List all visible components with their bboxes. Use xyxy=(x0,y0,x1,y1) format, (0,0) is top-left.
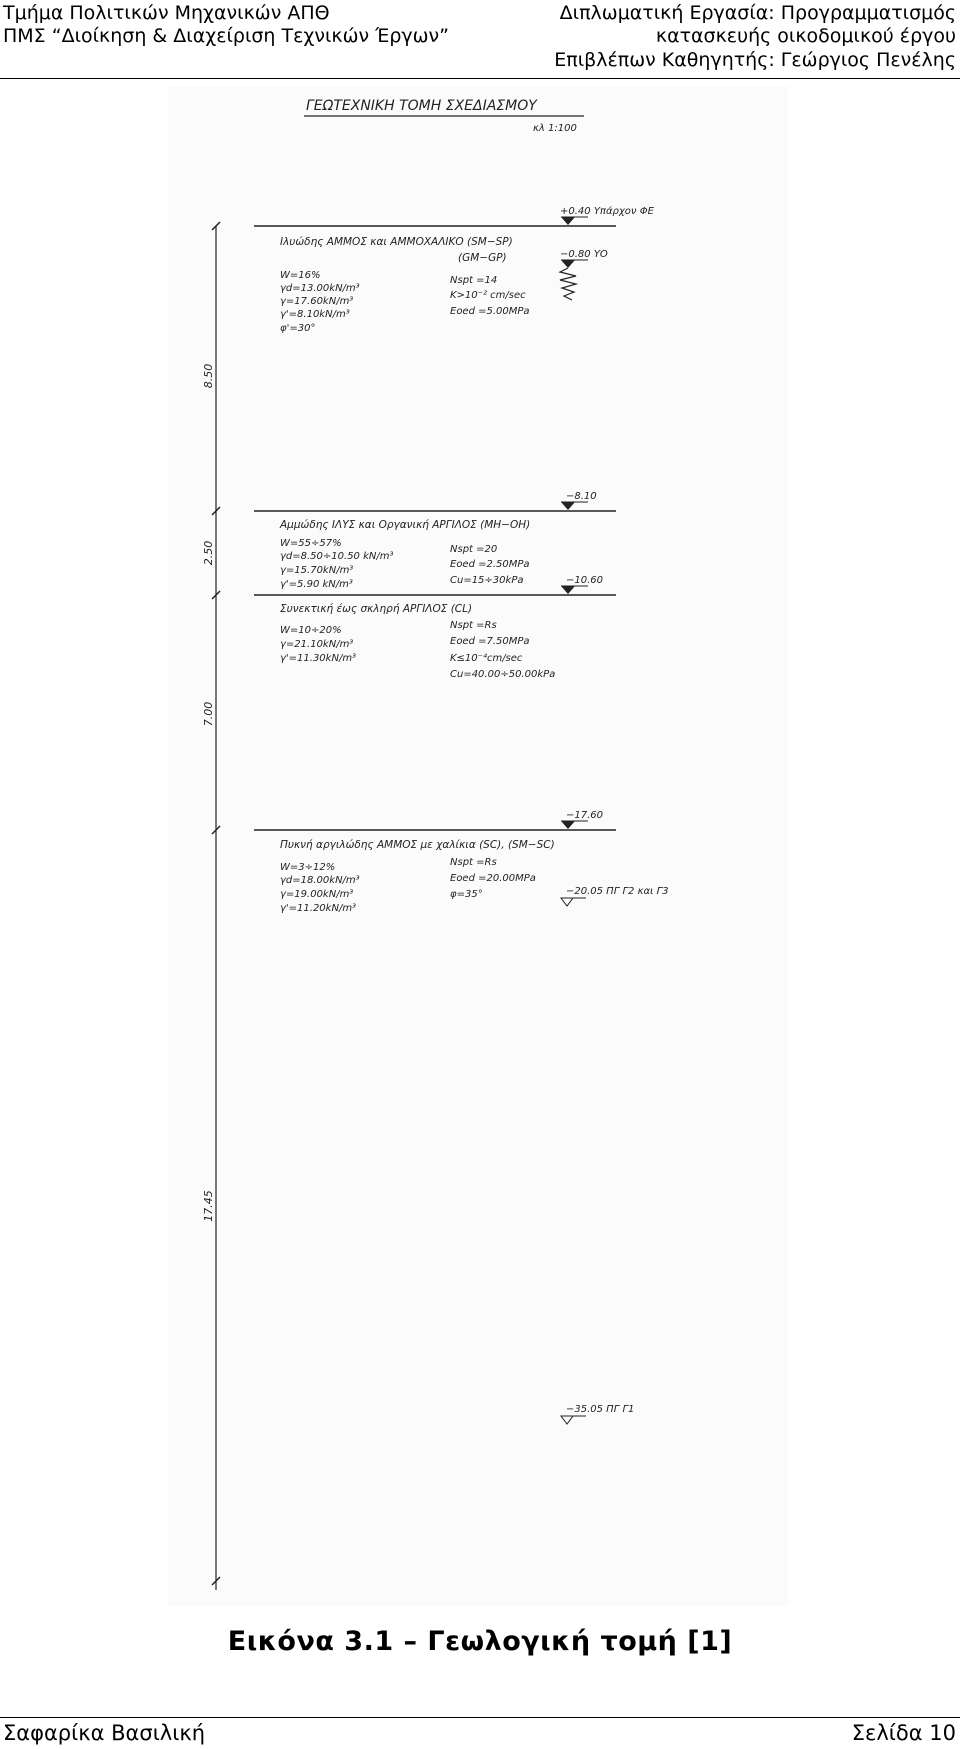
layer-property: Cu=40.00÷50.00kPa xyxy=(450,669,556,680)
elevation-minus-10-60: −10.60 xyxy=(566,575,604,586)
layer-property: Eoed =7.50MPa xyxy=(450,636,530,647)
figure-caption: Εικόνα 3.1 – Γεωλογική τομή [1] xyxy=(227,1626,733,1657)
layer-property: γd=8.50÷10.50 kN/m³ xyxy=(280,551,394,562)
layer-property: γd=18.00kN/m³ xyxy=(280,875,360,886)
layer-property: γ'=5.90 kN/m³ xyxy=(280,579,353,590)
elevation-water-table: −0.80 ΥΟ xyxy=(560,249,608,260)
layer-property: φ=35° xyxy=(450,889,483,900)
borehole-bottom-marker xyxy=(561,1404,634,1424)
thickness-layer-1: 8.50 xyxy=(202,363,215,389)
borehole-bottom-marker xyxy=(561,886,669,906)
layer-property: W=55÷57% xyxy=(280,538,342,549)
layer-name: Συνεκτική έως σκληρή ΑΡΓΙΛΟΣ (CL) xyxy=(280,603,473,615)
footer-page-number: Σελίδα 10 xyxy=(851,1721,956,1745)
elevation-minus-8-10: −8.10 xyxy=(566,491,597,502)
layer-name: Αμμώδης ΙΛΥΣ και Οργανική ΑΡΓΙΛΟΣ (MH−OH) xyxy=(280,519,531,531)
thickness-layer-4: 17.45 xyxy=(202,1190,215,1222)
elevation-minus-17-60: −17.60 xyxy=(566,810,604,821)
layer-property: W=3÷12% xyxy=(280,862,336,873)
layer-name-cont: (GM−GP) xyxy=(458,252,507,264)
layer-property: W=16% xyxy=(280,270,321,281)
elevation-marker xyxy=(560,205,655,225)
layer-property: Nspt =14 xyxy=(450,275,498,286)
geotechnical-section-drawing xyxy=(168,86,788,1606)
layer-property: K>10⁻² cm/sec xyxy=(450,290,526,301)
soil-layer-4 xyxy=(280,839,555,914)
page-footer xyxy=(0,1717,960,1745)
elevation-borehole-g1: −35.05 ΠΓ Γ1 xyxy=(566,1404,635,1415)
layer-property: γ'=11.30kN/m³ xyxy=(280,653,357,664)
elevation-marker xyxy=(561,491,597,510)
layer-name: Πυκνή αργιλώδης ΑΜΜΟΣ με χαλίκια (SC), (SM−SC) xyxy=(280,839,555,851)
layer-property: γ=21.10kN/m³ xyxy=(280,639,354,650)
drawing-scale: κλ 1:100 xyxy=(533,123,577,134)
elevation-marker xyxy=(561,810,603,829)
elevation-boreholes-g2-g3: −20.05 ΠΓ Γ2 και Γ3 xyxy=(566,886,669,897)
layer-property: γ=15.70kN/m³ xyxy=(280,565,354,576)
layer-property: Eoed =20.00MPa xyxy=(450,873,536,884)
groundwater-marker xyxy=(560,249,608,300)
thickness-layer-3: 7.00 xyxy=(202,701,215,727)
header-thesis-title-cont: κατασκευής οικοδομικού έργου xyxy=(655,25,956,47)
soil-layer-1 xyxy=(280,236,530,334)
layer-property: γ'=8.10kN/m³ xyxy=(280,309,350,320)
soil-layer-2 xyxy=(279,519,530,590)
layer-property: γd=13.00kN/m³ xyxy=(280,283,360,294)
header-department: Τμήμα Πολιτικών Μηχανικών ΑΠΘ xyxy=(3,2,330,24)
layer-property: γ=19.00kN/m³ xyxy=(280,889,354,900)
layer-property: W=10÷20% xyxy=(280,625,342,636)
layer-property: Eoed =5.00MPa xyxy=(450,306,530,317)
layer-property: Cu=15÷30kPa xyxy=(450,575,524,586)
elevation-ground: +0.40 Υπάρχον ΦΕ xyxy=(560,206,654,217)
layer-property: γ'=11.20kN/m³ xyxy=(280,903,357,914)
footer-author: Σαφαρίκα Βασιλική xyxy=(3,1721,206,1745)
layer-property: Nspt =Rs xyxy=(450,620,497,631)
header-thesis-title: Διπλωματική Εργασία: Προγραμματισμός xyxy=(559,2,956,24)
layer-property: γ=17.60kN/m³ xyxy=(280,296,354,307)
drawing-title: ΓΕΩΤΕΧΝΙΚΗ ΤΟΜΗ ΣΧΕΔΙΑΣΜΟΥ xyxy=(306,98,537,114)
page-header xyxy=(0,0,960,79)
layer-property: φ'=30° xyxy=(280,323,316,334)
layer-property: Nspt =Rs xyxy=(450,857,497,868)
layer-property: K≤10⁻⁴cm/sec xyxy=(450,653,523,664)
header-program: ΠΜΣ “Διοίκηση & Διαχείριση Τεχνικών Έργων” xyxy=(3,25,450,47)
elevation-marker xyxy=(561,575,603,594)
thickness-layer-2: 2.50 xyxy=(202,540,215,566)
soil-layer-3 xyxy=(280,603,555,680)
header-supervisor: Επιβλέπων Καθηγητής: Γεώργιος Πενέλης xyxy=(554,49,956,71)
layer-property: Eoed =2.50MPa xyxy=(450,559,530,570)
water-table-hatch-icon xyxy=(560,268,576,300)
layer-property: Nspt =20 xyxy=(450,544,498,555)
layer-name: Ιλυώδης ΑΜΜΟΣ και ΑΜΜΟΧΑΛΙΚΟ (SM−SP) xyxy=(280,236,513,248)
